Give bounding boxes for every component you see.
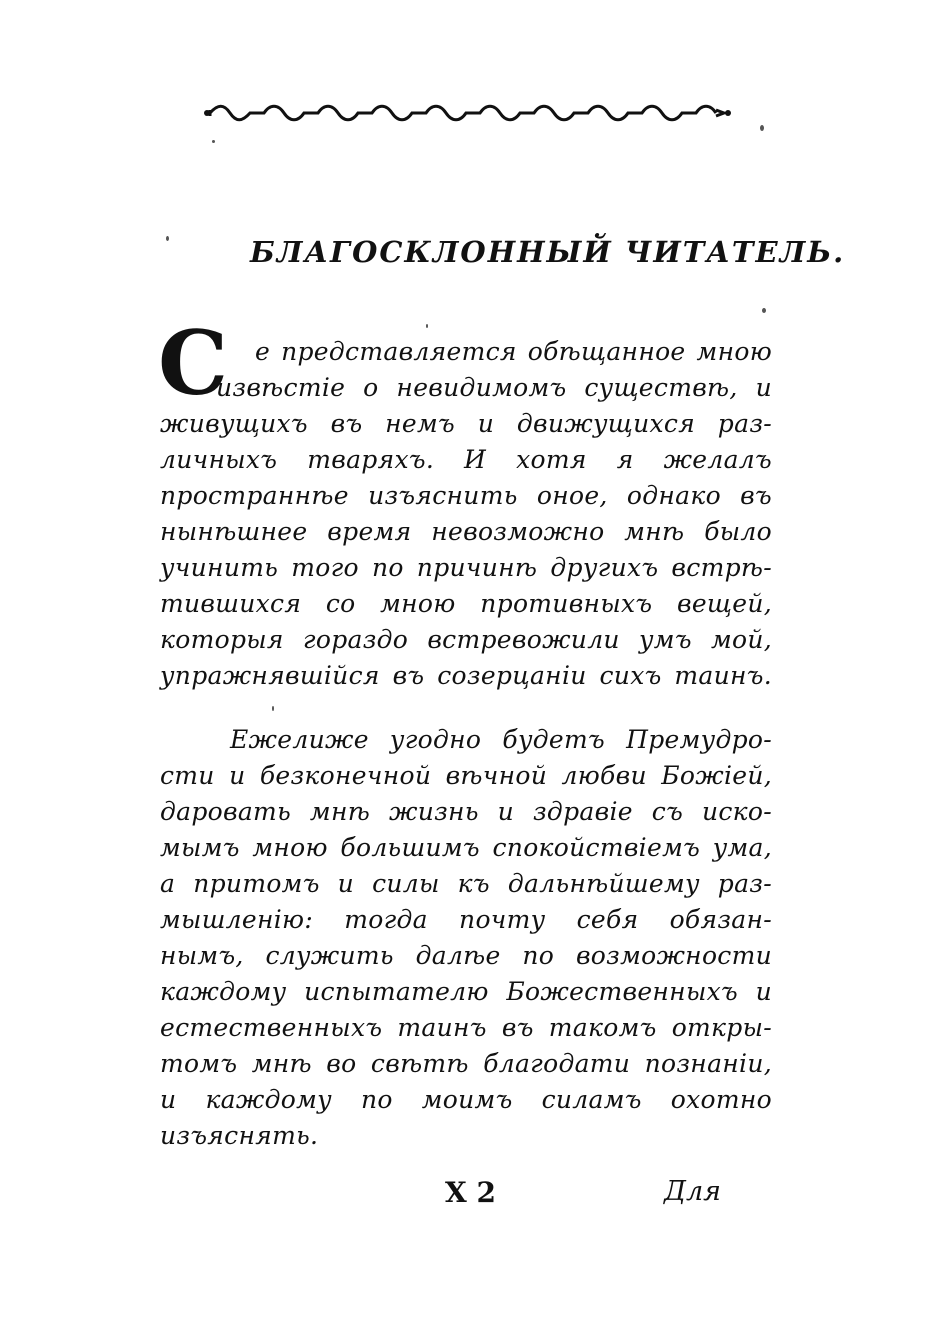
text-line: которыя гораздо встревожили умъ мой, [160,625,772,654]
text-line: упражнявшійся въ созерцаніи сихъ таинъ. [160,661,772,690]
paragraph-1 [160,334,772,694]
text-line: нымъ, служить далѣе по возможности [160,941,772,970]
text-line: каждому испытателю Божественныхъ и [160,977,772,1006]
text-line: мышленію: тогда почту себя обязан- [160,905,772,934]
text-line: учинить того по причинѣ другихъ встрѣ- [160,553,772,582]
text-line: естественныхъ таинъ въ такомъ откры- [160,1013,772,1042]
text-line: изъяснять. [160,1121,319,1150]
text-line: томъ мнѣ во свѣтѣ благодати познаніи, [160,1049,772,1078]
catchword: Для [664,1176,722,1207]
text-line: личныхъ тваряхъ. И хотя я желалъ [160,445,772,474]
text-line: извѣстіе о невидимомъ существѣ, и [216,373,772,402]
signature-mark: Х 2 [445,1176,496,1209]
ink-speck [272,706,274,711]
ink-speck [212,140,215,143]
text-line: пространнѣе изъяснить оное, однако въ [160,481,772,510]
ink-speck [426,324,428,328]
text-line: Ежелиже угодно будетъ Премудро- [230,725,772,754]
text-line: мымъ мною большимъ спокойствіемъ ума, [160,833,772,862]
text-line: нынѣшнее время невозможно мнѣ было [160,517,772,546]
paragraph-2 [160,722,772,1154]
text-line: тившихся со мною противныхъ вещей, [160,589,772,618]
text-line: даровать мнѣ жизнь и здравіе съ иско- [160,797,772,826]
text-line: и каждому по моимъ силамъ охотно [160,1085,772,1114]
page-title: БЛАГОСКЛОННЫЙ ЧИТАТЕЛЬ. [250,235,846,269]
text-line: живущихъ въ немъ и движущихся раз- [160,409,772,438]
text-line: е представляется обѣщанное мною [255,337,772,366]
ink-speck [760,125,764,131]
text-line: а притомъ и силы къ дальнѣйшему раз- [160,869,772,898]
ink-speck [762,308,766,313]
ink-speck [166,236,169,241]
header-ornament [204,100,732,126]
drop-cap: С [158,311,229,415]
text-line: сти и безконечной вѣчной любви Божіей, [160,761,772,790]
